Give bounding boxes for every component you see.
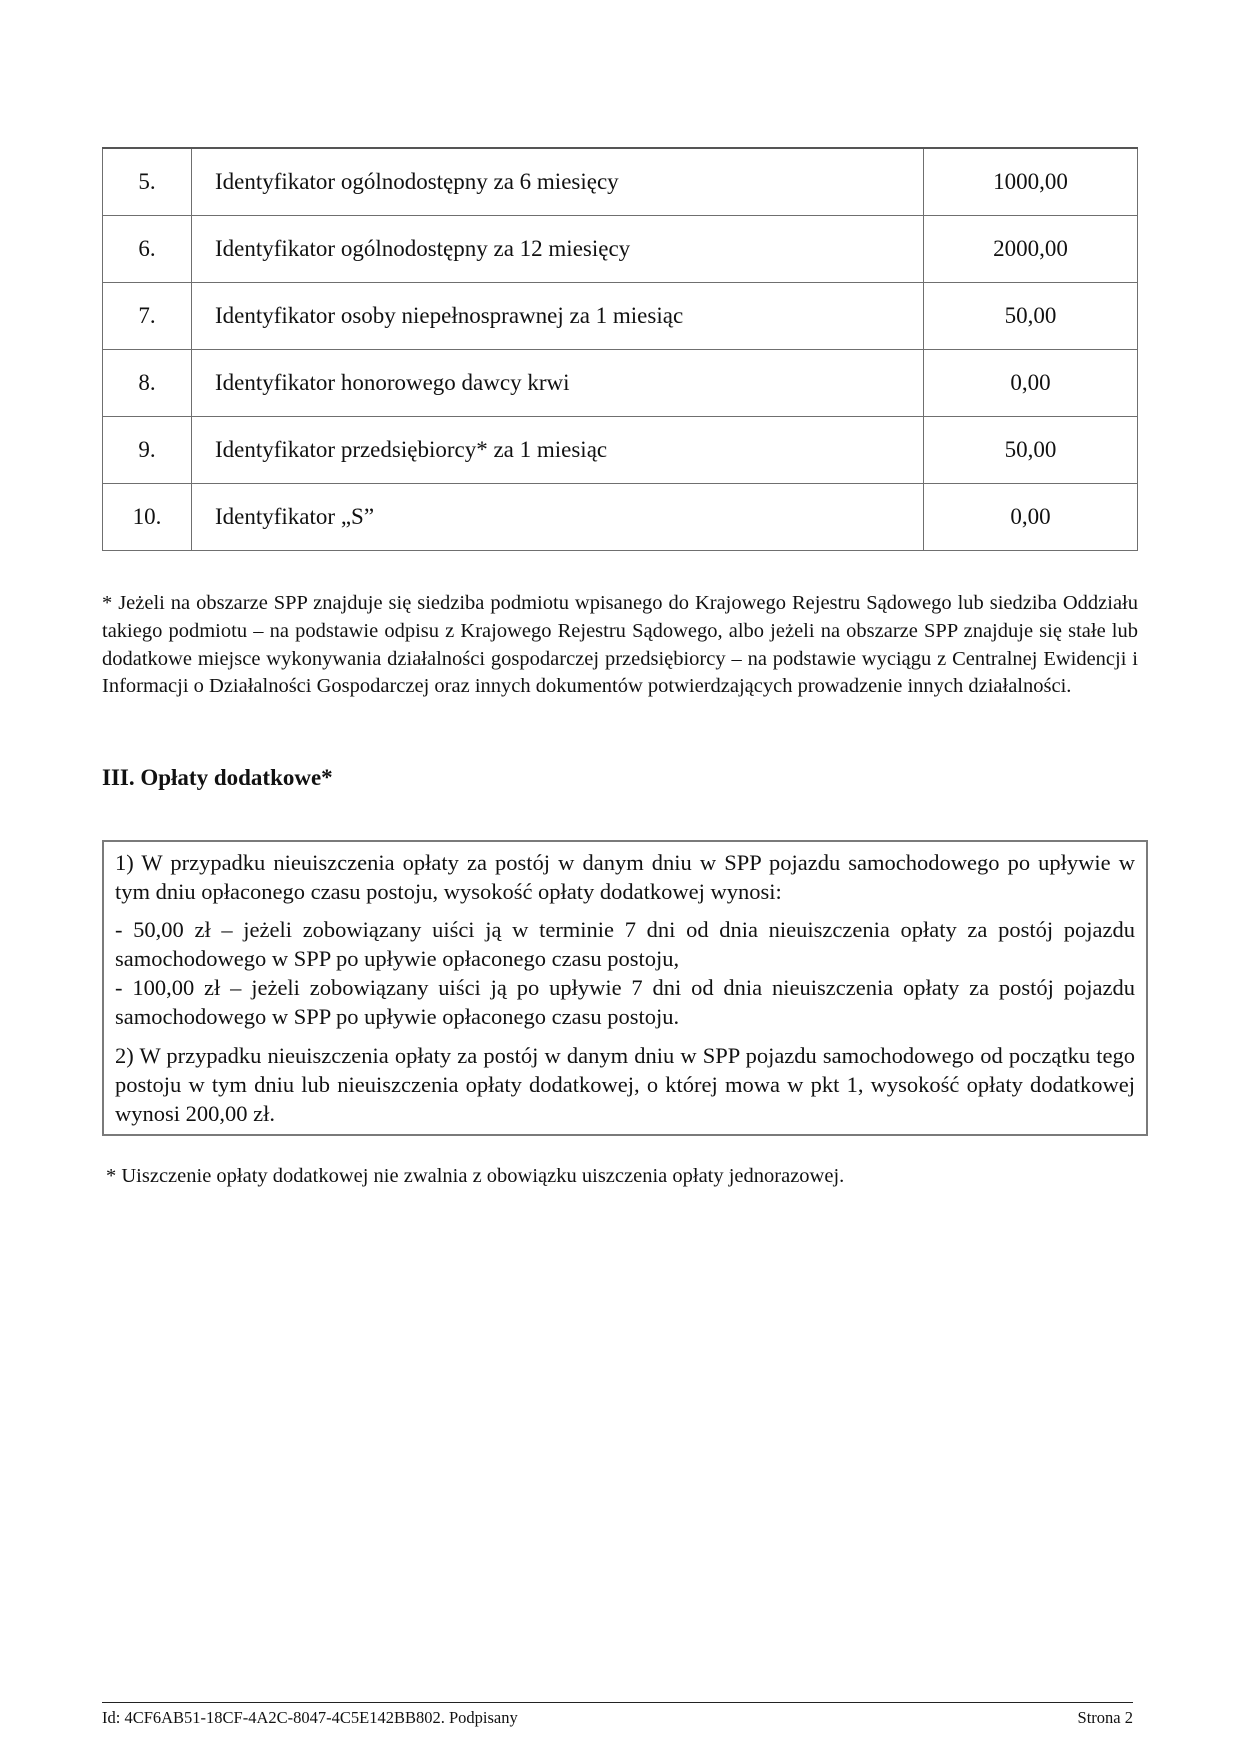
- fee-point-1: 1) W przypadku nieuiszczenia opłaty za postój w danym dniu w SPP pojazdu samochodowego po upływie w tym dniu opłaconego czasu postoju, wysokość opłaty dodatkowej wynosi:: [115, 850, 1135, 904]
- row-name: Identyfikator honorowego dawcy krwi: [192, 350, 924, 417]
- row-price: 1000,00: [924, 148, 1138, 216]
- row-name: Identyfikator przedsiębiorcy* za 1 miesiąc: [192, 417, 924, 484]
- row-price: 2000,00: [924, 216, 1138, 283]
- footer-divider: [102, 1702, 1133, 1703]
- row-number: 9.: [103, 417, 192, 484]
- row-number: 10.: [103, 484, 192, 551]
- table-footnote: * Jeżeli na obszarze SPP znajduje się siedziba podmiotu wpisanego do Krajowego Rejestru Sądowego lub siedziba Oddziału takiego podmiotu – na podstawie odpisu z Krajowego Rejestru Sądowego, albo jeżeli na obszarze SPP znajduje się stałe lub dodatkowe miejsce wykonywania działalności gospodarczej przedsiębiorcy – na podstawie wyciągu z Centralnej Ewidencji i Informacji o Działalności Gospodarczej oraz innych dokumentów potwierdzających prowadzenie innych działalności.: [102, 592, 1138, 698]
- additional-fees-box: [102, 840, 1148, 1136]
- table-row: [103, 283, 1138, 350]
- fee-table: [102, 147, 1138, 551]
- row-number: 8.: [103, 350, 192, 417]
- fee-bullet-100: - 100,00 zł – jeżeli zobowiązany uiści ją po upływie 7 dni od dnia nieuiszczenia opłaty za postój pojazdu samochodowego w SPP po upływie opłaconego czasu postoju.: [115, 975, 1135, 1029]
- row-name: Identyfikator ogólnodostępny za 12 miesięcy: [192, 216, 924, 283]
- row-number: 5.: [103, 148, 192, 216]
- table-row: [103, 417, 1138, 484]
- additional-fees-note: * Uiszczenie opłaty dodatkowej nie zwalnia z obowiązku uiszczenia opłaty jednorazowej.: [106, 1165, 845, 1187]
- row-price: 0,00: [924, 484, 1138, 551]
- row-name: Identyfikator ogólnodostępny za 6 miesięcy: [192, 148, 924, 216]
- table-row: [103, 216, 1138, 283]
- row-price: 0,00: [924, 350, 1138, 417]
- row-price: 50,00: [924, 283, 1138, 350]
- page-number: Strona 2: [1077, 1708, 1133, 1727]
- table-row: [103, 484, 1138, 551]
- row-number: 7.: [103, 283, 192, 350]
- section-heading: III. Opłaty dodatkowe*: [102, 765, 333, 790]
- row-name: Identyfikator „S”: [192, 484, 924, 551]
- row-name: Identyfikator osoby niepełnosprawnej za 1 miesiąc: [192, 283, 924, 350]
- row-price: 50,00: [924, 417, 1138, 484]
- fee-point-2: 2) W przypadku nieuiszczenia opłaty za postój w danym dniu w SPP pojazdu samochodowego od początku tego postoju w tym dniu lub nieuiszczenia opłaty dodatkowej, o której mowa w pkt 1, wysokość opłaty dodatkowej wynosi 200,00 zł.: [115, 1043, 1135, 1126]
- row-number: 6.: [103, 216, 192, 283]
- document-id: Id: 4CF6AB51-18CF-4A2C-8047-4C5E142BB802. Podpisany: [102, 1708, 518, 1727]
- table-row: [103, 350, 1138, 417]
- fee-bullet-50: - 50,00 zł – jeżeli zobowiązany uiści ją w terminie 7 dni od dnia nieuiszczenia opłaty za postój pojazdu samochodowego w SPP po upływie opłaconego czasu postoju,: [115, 917, 1135, 971]
- table-row: [103, 148, 1138, 216]
